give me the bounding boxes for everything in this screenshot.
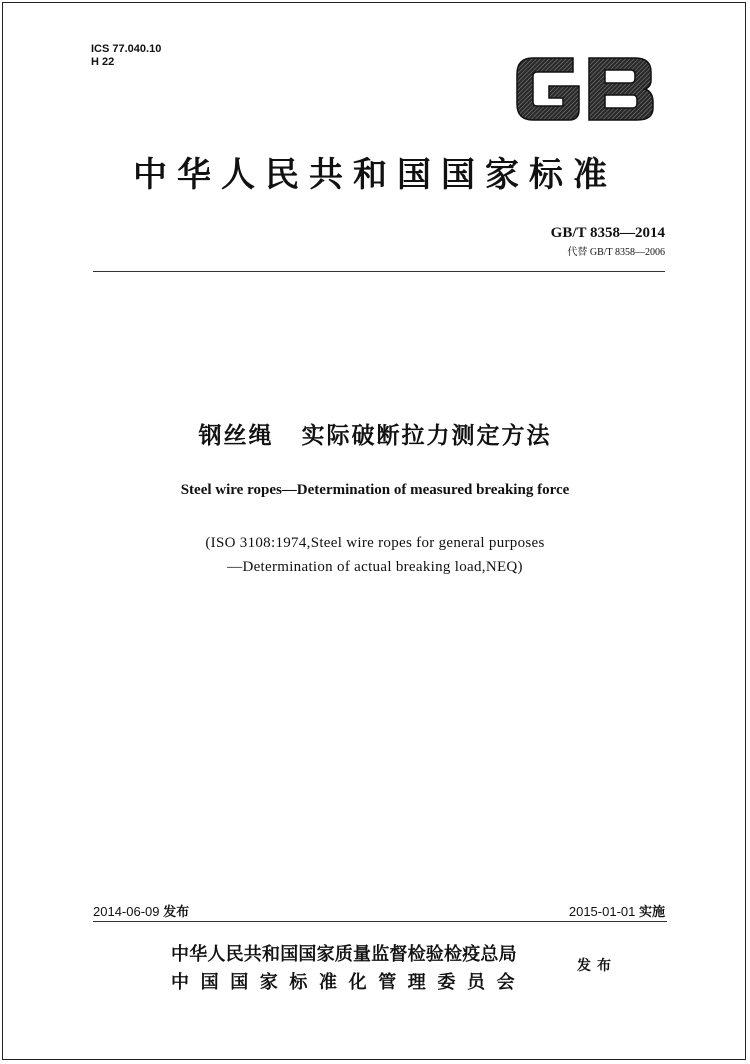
publish-label: 发布 <box>577 958 617 974</box>
english-title: Steel wire ropes—Determination of measured breaking force <box>180 482 570 498</box>
issuer-sac: 中国国家标准化管理委员会 <box>171 972 527 993</box>
iso-reference-line1: (ISO 3108:1974,Steel wire ropes for general purposes <box>205 535 545 551</box>
replaces-standard: 代替 GB/T 8358—2006 <box>567 247 665 258</box>
chinese-title <box>3 417 747 450</box>
standard-number-block <box>551 225 665 258</box>
gb-logo <box>511 50 659 128</box>
chinese-title-part2: 实际破断拉力测定方法 <box>301 423 552 449</box>
classification-codes <box>91 43 161 69</box>
ccs-code: H 22 <box>91 56 115 68</box>
implement-date: 2015-01-01 <box>568 904 636 919</box>
iso-reference-line2: —Determination of actual breaking load,NEQ) <box>227 559 523 575</box>
header-divider <box>93 271 665 272</box>
chinese-title-part1: 钢丝绳 <box>198 423 274 449</box>
issue-date: 2014-06-09 <box>93 904 160 919</box>
implement-date-block <box>569 901 665 920</box>
ics-code: ICS 77.040.10 <box>91 43 162 55</box>
standard-number: GB/T 8358—2014 <box>550 225 665 241</box>
standard-cover-page <box>2 2 746 1060</box>
implement-label: 实施 <box>638 905 665 920</box>
iso-reference <box>3 531 747 579</box>
national-standard-title: 中华人民共和国国家标准 <box>133 155 617 195</box>
issue-label: 发布 <box>163 905 190 920</box>
footer-divider <box>93 921 667 922</box>
issue-date-block <box>93 901 189 920</box>
gb-logo-text: GB <box>511 50 513 51</box>
issuing-organizations <box>171 940 526 994</box>
issuer-aqsiq: 中华人民共和国国家质量监督检验检疫总局 <box>171 944 517 965</box>
